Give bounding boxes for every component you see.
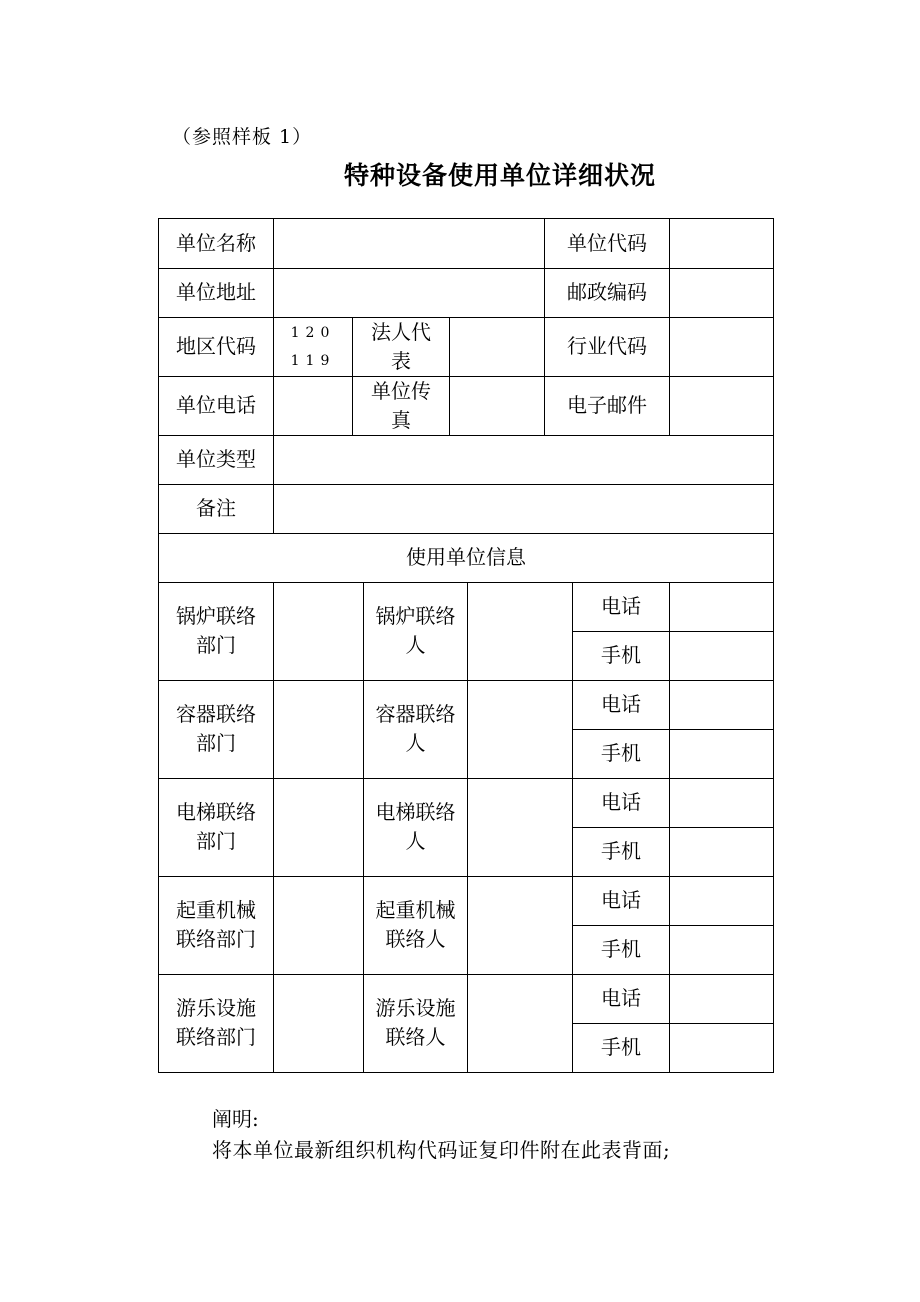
unit-name-field[interactable]	[273, 218, 545, 268]
contact-phone-label	[572, 974, 670, 1023]
page-title: 特种设备使用单位详细状况	[343, 161, 656, 190]
contact-phone-field[interactable]	[669, 582, 774, 631]
contact-phone-field[interactable]	[669, 876, 774, 925]
section-title: 使用单位信息	[406, 545, 526, 569]
contact-mobile-label-line1: 手机	[601, 741, 641, 765]
unit-fax-label-line1: 单位传	[371, 378, 431, 403]
contact-dept-label-line2: 部门	[196, 731, 236, 755]
unit-type-field[interactable]	[273, 435, 774, 484]
contact-mobile-label	[572, 925, 670, 974]
contact-mobile-label	[572, 827, 670, 876]
contact-phone-label-line1: 电话	[601, 888, 641, 912]
contact-phone-field[interactable]	[669, 680, 774, 729]
contact-phone-label	[572, 680, 670, 729]
contact-dept-field[interactable]	[273, 974, 364, 1072]
contact-mobile-label-line1: 手机	[601, 937, 641, 961]
remarks-field[interactable]	[273, 484, 774, 533]
contact-phone-label	[572, 876, 670, 925]
contact-dept-label-line2: 部门	[196, 633, 236, 657]
contact-mobile-field[interactable]	[669, 925, 774, 974]
unit-address-label: 单位地址	[176, 280, 256, 304]
contact-dept-label-line2: 联络部门	[176, 1025, 256, 1049]
notes-line1: 将本单位最新组织机构代码证复印件附在此表背面;	[212, 1138, 671, 1162]
contact-person-label-line2: 人	[405, 731, 426, 755]
contact-mobile-label	[572, 631, 670, 680]
contact-mobile-field[interactable]	[669, 827, 774, 876]
legal-rep-label-line1: 法人代	[371, 319, 431, 344]
contact-dept-label	[158, 876, 274, 974]
region-code-label: 地区代码	[176, 334, 256, 358]
contact-phone-label-line1: 电话	[601, 986, 641, 1010]
contact-person-label	[363, 974, 468, 1072]
contact-mobile-label	[572, 729, 670, 778]
contact-person-label-line1: 游乐设施	[375, 996, 456, 1020]
contact-person-label-line1: 起重机械	[375, 898, 456, 922]
region-code-value-line2: 119	[290, 352, 336, 369]
contact-phone-label	[572, 582, 670, 631]
unit-fax-label-line2: 真	[391, 407, 411, 432]
unit-code-field[interactable]	[669, 218, 774, 268]
contact-dept-field[interactable]	[273, 680, 364, 778]
contact-person-label	[363, 778, 468, 876]
contact-mobile-field[interactable]	[669, 1023, 774, 1072]
unit-type-label: 单位类型	[176, 447, 256, 471]
contact-person-label-line1: 容器联络	[375, 702, 456, 726]
contact-mobile-label-line1: 手机	[601, 643, 641, 667]
contact-person-label	[363, 876, 468, 974]
contact-dept-label	[158, 680, 274, 778]
reference-label: （参照样板 1）	[172, 126, 313, 148]
unit-phone-label: 单位电话	[176, 393, 256, 417]
contact-person-label-line2: 联络人	[385, 1025, 446, 1049]
remarks-label: 备注	[196, 496, 236, 520]
contact-dept-label-line2: 部门	[196, 829, 236, 853]
contact-dept-label	[158, 582, 274, 680]
contact-dept-label-line2: 联络部门	[176, 927, 256, 951]
email-label: 电子邮件	[567, 393, 647, 417]
contact-phone-label-line1: 电话	[601, 692, 641, 716]
legal-rep-label	[352, 317, 450, 376]
contact-mobile-field[interactable]	[669, 729, 774, 778]
contact-phone-field[interactable]	[669, 778, 774, 827]
contact-person-field[interactable]	[467, 974, 573, 1072]
region-code-value-line1: 120	[290, 324, 336, 341]
contact-dept-label-line1: 起重机械	[176, 898, 256, 922]
notes-heading: 阐明:	[212, 1107, 259, 1131]
contact-person-field[interactable]	[467, 680, 573, 778]
contact-dept-label-line1: 容器联络	[176, 702, 256, 726]
contact-phone-field[interactable]	[669, 974, 774, 1023]
contact-person-label-line2: 人	[405, 633, 426, 657]
contact-mobile-field[interactable]	[669, 631, 774, 680]
contact-dept-label	[158, 778, 274, 876]
contact-phone-label-line1: 电话	[601, 790, 641, 814]
contact-person-label-line2: 人	[405, 829, 426, 853]
email-field[interactable]	[669, 376, 774, 435]
contact-dept-label-line1: 电梯联络	[176, 800, 256, 824]
contact-dept-field[interactable]	[273, 778, 364, 876]
contact-person-field[interactable]	[467, 876, 573, 974]
contact-person-label-line2: 联络人	[385, 927, 446, 951]
contact-mobile-label	[572, 1023, 670, 1072]
contact-dept-label	[158, 974, 274, 1072]
contact-person-field[interactable]	[467, 778, 573, 876]
contact-dept-field[interactable]	[273, 582, 364, 680]
contact-person-label	[363, 680, 468, 778]
contact-dept-label-line1: 锅炉联络	[176, 604, 256, 628]
contact-person-label-line1: 锅炉联络	[375, 604, 456, 628]
contact-phone-label-line1: 电话	[601, 594, 641, 618]
legal-rep-field[interactable]	[449, 317, 545, 376]
industry-code-label: 行业代码	[567, 334, 647, 358]
contact-person-field[interactable]	[467, 582, 573, 680]
unit-code-label: 单位代码	[567, 230, 647, 255]
industry-code-field[interactable]	[669, 317, 774, 376]
unit-fax-field[interactable]	[449, 376, 545, 435]
contact-mobile-label-line1: 手机	[601, 1035, 641, 1059]
contact-mobile-label-line1: 手机	[601, 839, 641, 863]
unit-address-field[interactable]	[273, 268, 545, 317]
postal-code-label: 邮政编码	[567, 280, 647, 304]
postal-code-field[interactable]	[669, 268, 774, 317]
unit-fax-label	[352, 376, 450, 435]
contact-dept-label-line1: 游乐设施	[176, 996, 256, 1020]
contact-dept-field[interactable]	[273, 876, 364, 974]
contact-phone-label	[572, 778, 670, 827]
unit-phone-field[interactable]	[273, 376, 353, 435]
contact-person-label-line1: 电梯联络	[375, 800, 456, 824]
legal-rep-label-line2: 表	[391, 348, 411, 373]
region-code-value[interactable]	[273, 317, 353, 376]
contact-person-label	[363, 582, 468, 680]
unit-name-label: 单位名称	[176, 230, 256, 255]
